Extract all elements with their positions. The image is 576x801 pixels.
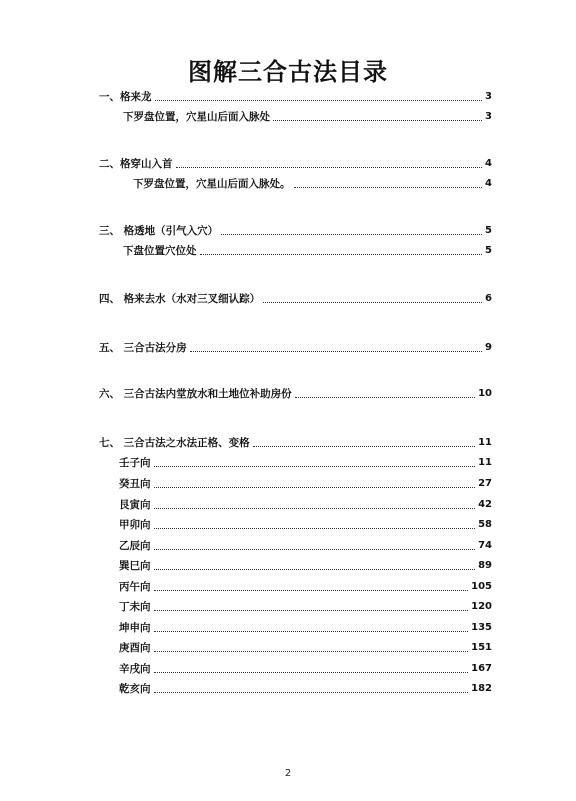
toc-entry-label: 五、 三合古法分房 [99, 342, 187, 354]
toc-entry-page: 6 [485, 293, 492, 304]
toc-leader-dots [154, 651, 469, 652]
toc-entry-page: 151 [471, 642, 492, 653]
toc-entry-label: 癸丑向 [119, 478, 151, 490]
toc-entry[interactable] [119, 537, 492, 553]
toc-leader-dots [154, 590, 469, 591]
toc-entry-page: 58 [478, 519, 492, 530]
toc-leader-dots [273, 120, 482, 121]
toc-entry[interactable] [99, 434, 492, 450]
toc-entry-label: 一、格来龙 [99, 91, 152, 103]
toc-entry-page: 105 [471, 581, 492, 592]
toc-entry-page: 182 [471, 683, 492, 694]
toc-entry-page: 10 [478, 388, 492, 399]
toc-entry-page: 135 [471, 622, 492, 633]
toc-entry-page: 9 [485, 342, 492, 353]
toc-entry-page: 42 [478, 499, 492, 510]
toc-entry-label: 丙午向 [119, 581, 151, 593]
toc-entry-page: 3 [485, 91, 492, 102]
toc-entry[interactable] [99, 339, 492, 355]
toc-entry[interactable] [99, 222, 492, 238]
toc-leader-dots [154, 466, 476, 467]
document-title: 图解三合古法目录 [188, 57, 388, 86]
toc-entry-label: 巽巳向 [119, 560, 151, 572]
toc-leader-dots [154, 569, 476, 570]
toc-leader-dots [295, 397, 475, 398]
toc-entry-label: 丁未向 [119, 601, 151, 613]
toc-leader-dots [154, 508, 476, 509]
toc-entry[interactable] [119, 639, 492, 655]
toc-entry-page: 5 [485, 245, 492, 256]
toc-leader-dots [154, 487, 476, 488]
toc-entry[interactable] [99, 88, 492, 104]
toc-entry-label: 辛戌向 [119, 663, 151, 675]
toc-leader-dots [221, 234, 482, 235]
toc-leader-dots [253, 446, 475, 447]
toc-entry-label: 坤申向 [119, 622, 151, 634]
toc-entry-label: 二、格穿山入首 [99, 158, 173, 170]
toc-leader-dots [294, 187, 483, 188]
toc-entry-label: 甲卯向 [119, 519, 151, 531]
toc-entry-page: 27 [478, 478, 492, 489]
toc-entry-page: 5 [485, 225, 492, 236]
toc-entry-page: 4 [485, 158, 492, 169]
toc-entry-label: 艮寅向 [119, 499, 151, 511]
toc-entry-page: 4 [485, 178, 492, 189]
toc-leader-dots [176, 167, 483, 168]
toc-leader-dots [200, 254, 483, 255]
toc-entry-page: 167 [471, 663, 492, 674]
toc-leader-dots [154, 528, 476, 529]
toc-entry-label: 四、 格来去水（水对三叉细认踪） [99, 293, 261, 305]
toc-entry[interactable] [119, 475, 492, 491]
toc-entry-page: 74 [478, 540, 492, 551]
toc-leader-dots [190, 351, 482, 352]
toc-entry-page: 11 [478, 457, 492, 468]
toc-entry-label: 乙辰向 [119, 540, 151, 552]
toc-entry[interactable] [99, 155, 492, 171]
toc-entry[interactable] [119, 557, 492, 573]
toc-entry-label: 庚酉向 [119, 642, 151, 654]
toc-leader-dots [154, 692, 469, 693]
toc-entry-label: 三、 格透地（引气入穴） [99, 225, 219, 237]
toc-entry-page: 89 [478, 560, 492, 571]
toc-entry[interactable] [119, 598, 492, 614]
toc-leader-dots [154, 631, 469, 632]
toc-entry[interactable] [119, 619, 492, 635]
toc-entry[interactable] [133, 175, 492, 191]
toc-entry-label: 六、 三合古法内堂放水和土地位补助房份 [99, 388, 292, 400]
toc-entry-label: 七、 三合古法之水法正格、变格 [99, 437, 250, 449]
toc-entry-label: 下罗盘位置，穴星山后面入脉处。 [133, 178, 291, 190]
toc-entry[interactable] [119, 680, 492, 696]
page-number: 2 [284, 768, 292, 779]
toc-entry[interactable] [123, 242, 492, 258]
toc-entry-page: 3 [485, 111, 492, 122]
toc-entry-label: 乾亥向 [119, 683, 151, 695]
toc-entry-label: 下罗盘位置，穴星山后面入脉处 [123, 111, 270, 123]
toc-entry[interactable] [119, 578, 492, 594]
toc-entry-page: 120 [471, 601, 492, 612]
toc-entry-page: 11 [478, 437, 492, 448]
toc-entry[interactable] [119, 454, 492, 470]
toc-leader-dots [154, 672, 469, 673]
toc-leader-dots [154, 549, 476, 550]
toc-leader-dots [155, 100, 483, 101]
toc-entry[interactable] [99, 385, 492, 401]
toc-leader-dots [154, 610, 469, 611]
toc-entry[interactable] [119, 516, 492, 532]
toc-entry[interactable] [99, 290, 492, 306]
toc-entry[interactable] [119, 660, 492, 676]
toc-entry[interactable] [119, 496, 492, 512]
toc-entry-label: 壬子向 [119, 457, 151, 469]
toc-entry-label: 下盘位置穴位处 [123, 245, 197, 257]
toc-entry[interactable] [123, 108, 492, 124]
toc-leader-dots [263, 302, 482, 303]
